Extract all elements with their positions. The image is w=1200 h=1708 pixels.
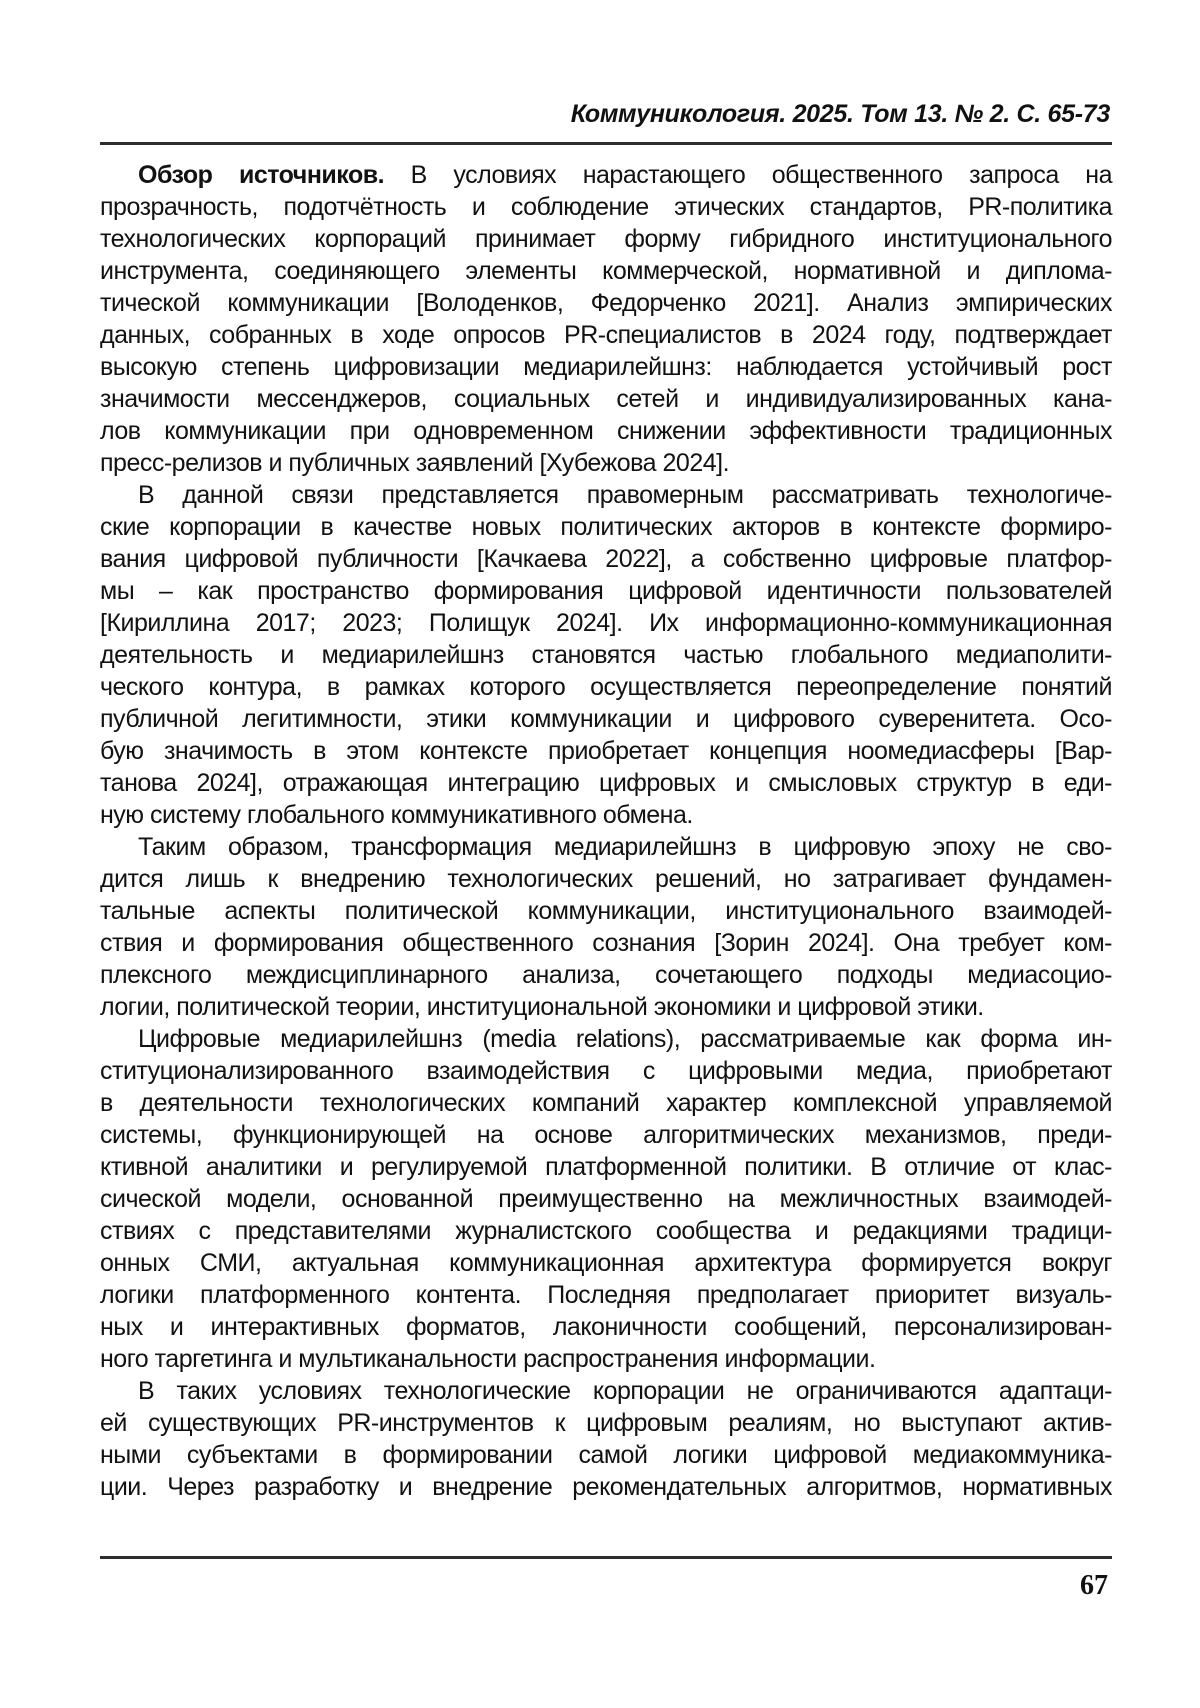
- text-line: логии, политической теории, институциональной экономики и цифровой этики.: [100, 993, 984, 1021]
- paragraph: [100, 831, 1112, 1023]
- article-body: [100, 159, 1112, 1503]
- text-line: логики платформенного контента. Последняя предполагает приоритет визуаль-: [100, 1281, 1112, 1309]
- text-line: ного таргетинга и мультиканальности распространения информации.: [100, 1345, 876, 1373]
- text-line: ческого контура, в рамках которого осуществляется переопределение понятий: [100, 673, 1112, 701]
- text-line: высокую степень цифровизации медиарилейшнз: наблюдается устойчивый рост: [100, 353, 1112, 381]
- text-line: ктивной аналитики и регулируемой платформенной политики. В отличие от клас-: [100, 1153, 1112, 1181]
- text-line: Цифровые медиарилейшнз (media relations), рассматриваемые как форма ин-: [138, 1025, 1112, 1053]
- text-line: ции. Через разработку и внедрение рекомендательных алгоритмов, нормативных: [100, 1473, 1112, 1501]
- text-line: ными субъектами в формировании самой логики цифровой медиакоммуника-: [100, 1441, 1112, 1469]
- running-head: Коммуникология. 2025. Том 13. № 2. С. 65-73: [570, 100, 1110, 128]
- text-line: ствиях с представителями журналистского сообщества и редакциями традици-: [100, 1217, 1112, 1245]
- paragraph: [100, 1375, 1112, 1503]
- text-line: лов коммуникации при одновременном снижении эффективности традиционных: [100, 417, 1112, 445]
- text-line: ей существующих PR-инструментов к цифровым реалиям, но выступают актив-: [100, 1409, 1112, 1437]
- text-line: танова 2024], отражающая интеграцию цифровых и смысловых структур в еди-: [100, 769, 1112, 797]
- text-line: плексного междисциплинарного анализа, сочетающего подходы медиасоцио-: [100, 961, 1112, 989]
- text-line: ных и интерактивных форматов, лаконичности сообщений, персонализирован-: [100, 1313, 1112, 1341]
- text-line: данных, собранных в ходе опросов PR-специалистов в 2024 году, подтверждает: [100, 321, 1112, 349]
- paragraph: [100, 159, 1112, 479]
- paragraph: [100, 479, 1112, 831]
- text-line: вания цифровой публичности [Качкаева 2022], а собственно цифровые платфор-: [100, 545, 1112, 573]
- paragraph: [100, 1023, 1112, 1375]
- text-line: дится лишь к внедрению технологических решений, но затрагивает фундамен-: [100, 865, 1112, 893]
- text-line: [Кириллина 2017; 2023; Полищук 2024]. Их информационно-коммуникационная: [100, 609, 1112, 637]
- text-line: онных СМИ, актуальная коммуникационная архитектура формируется вокруг: [100, 1249, 1112, 1277]
- text-line: ствия и формирования общественного сознания [Зорин 2024]. Она требует ком-: [100, 929, 1112, 957]
- text-line: ную систему глобального коммуникативного обмена.: [100, 801, 693, 829]
- text-line: системы, функционирующей на основе алгоритмических механизмов, преди-: [100, 1121, 1112, 1149]
- text-line: бую значимость в этом контексте приобретает концепция ноомедиасферы [Вар-: [100, 737, 1112, 765]
- text-line: значимости мессенджеров, социальных сетей и индивидуализированных кана-: [100, 385, 1112, 413]
- text-line: мы – как пространство формирования цифровой идентичности пользователей: [100, 577, 1112, 605]
- page-number: 67: [1080, 1570, 1108, 1601]
- text-line: ституционализированного взаимодействия с цифровыми медиа, приобретают: [100, 1057, 1112, 1085]
- text-line: инструмента, соединяющего элементы коммерческой, нормативной и диплома-: [100, 257, 1112, 285]
- text-line: тической коммуникации [Володенков, Федорченко 2021]. Анализ эмпирических: [100, 289, 1112, 317]
- text-line: в деятельности технологических компаний характер комплексной управляемой: [100, 1089, 1112, 1117]
- text-line: ские корпорации в качестве новых политических акторов в контексте формиро-: [100, 513, 1112, 541]
- text-line: тальные аспекты политической коммуникации, институционального взаимодей-: [100, 897, 1112, 925]
- text-line: публичной легитимности, этики коммуникации и цифрового суверенитета. Осо-: [100, 705, 1112, 733]
- text-line: сической модели, основанной преимущественно на межличностных взаимодей-: [100, 1185, 1112, 1213]
- text-line: В таких условиях технологические корпорации не ограничиваются адаптаци-: [138, 1377, 1112, 1405]
- footer-rule: [100, 1556, 1112, 1559]
- text-line: В данной связи представляется правомерным рассматривать технологиче-: [138, 481, 1112, 509]
- header-rule: [100, 142, 1112, 145]
- paragraph-bold-lead: Обзор источников.: [138, 161, 385, 189]
- text-line: Таким образом, трансформация медиарилейшнз в цифровую эпоху не сво-: [138, 833, 1112, 861]
- text-line: прозрачность, подотчётность и соблюдение этических стандартов, PR-политика: [100, 193, 1112, 221]
- text-line: технологических корпораций принимает форму гибридного институционального: [100, 225, 1112, 253]
- text-line: пресс-релизов и публичных заявлений [Хубежова 2024].: [100, 449, 730, 477]
- text-line: Обзор источников. В условиях нарастающего общественного запроса на: [138, 161, 1112, 189]
- text-line: деятельность и медиарилейшнз становятся частью глобального медиаполити-: [100, 641, 1112, 669]
